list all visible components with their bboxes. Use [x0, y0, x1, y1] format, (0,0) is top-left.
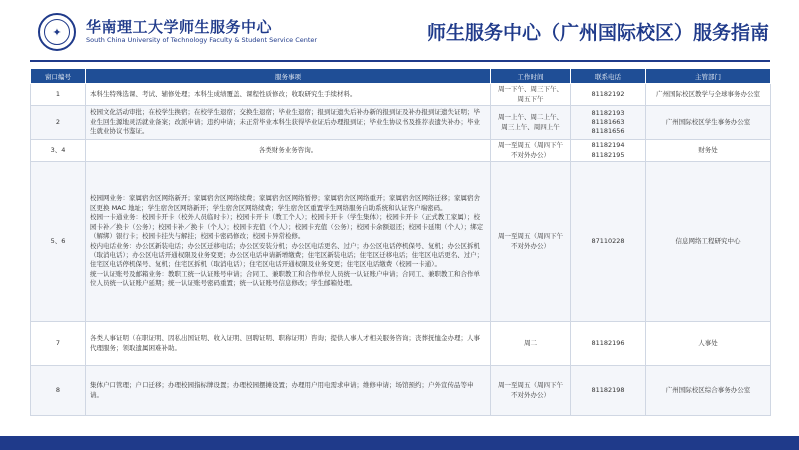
window-number: 8 — [31, 366, 86, 416]
service-items: 校园文化活动审批；在校学生换宿；在校学生退宿；交换生退宿；毕业生退宿；报到证遗失后补办新的报到证及补办报到证遗失证明；毕业生回生源地灵活就业备案；改派申请；违约申请；未正常毕业本科生获得毕业证后办理报到证；毕业生协议书及推荐表遗失补办；毕业生就业协议书鉴证。 — [86, 106, 491, 140]
col-header-hours: 工作时间 — [491, 69, 571, 84]
department: 广州国际校区教学与全球事务办公室 — [646, 84, 771, 106]
service-items — [86, 162, 491, 322]
contact-phone: 87110228 — [571, 162, 646, 322]
window-number: 1 — [31, 84, 86, 106]
work-hours: 周一下午、周三下午、周五下午 — [491, 84, 571, 106]
work-hours: 周一至周五（周四下午不对外办公） — [491, 140, 571, 162]
org-name-en: South China University of Technology Faculty & Student Service Center — [86, 36, 318, 44]
table-header-row — [31, 69, 771, 84]
window-number: 5、6 — [31, 162, 86, 322]
col-header-phone: 联系电话 — [571, 69, 646, 84]
page-title: 师生服务中心（广州国际校区）服务指南 — [426, 22, 769, 44]
department: 广州国际校区学生事务办公室 — [646, 106, 771, 140]
department: 广州国际校区综合事务办公室 — [646, 366, 771, 416]
university-seal-icon: ✦ — [38, 13, 76, 51]
service-group-campus-network: 校园网业务：家属宿舍区网络新开；家属宿舍区网络续费；家属宿舍区网络暂停；家属宿舍区网络重开；家属宿舍区网络迁移；家属宿舍区更换 MAC 地址；学生宿舍区网络新开；学生宿舍区网络续费；学生宿舍区重置学生网络服务自助系统和认证客户端密码。 — [90, 194, 480, 212]
header-divider — [30, 60, 770, 62]
service-group-unified-account: 统一认证账号及邮箱业务：教职工统一认证账号申请；合同工、兼职教工和合作单位人员统一认证账户申请；合同工、兼职教工和合作单位人员统一认证账户延期；统一认证账号密码重置；统一认证账号信息修改；学生邮箱处理。 — [90, 269, 480, 288]
table-row — [31, 366, 771, 416]
table-row — [31, 322, 771, 366]
contact-phone: 81182196 — [571, 322, 646, 366]
table-row — [31, 140, 771, 162]
col-header-dept: 主管部门 — [646, 69, 771, 84]
service-items: 各类人事证明（在职证明、因私出国证明、收入证明、回聘证明、职称证明）咨询；提供人事人才相关服务咨询；丧葬抚恤金办理；人事代理服务；领取遗属困难补助。 — [86, 322, 491, 366]
service-group-telephone: 校内电话业务：办公区新装电话；办公区迁移电话；办公区安装分机；办公区电话更名、过户；办公区电话停机保号、复机；办公区拆机（取消电话）；办公区电话开通权限及业务变更；办公区电话申请新增缴费；住宅区新装电话；住宅区迁移电话；住宅区电话更名、过户；住宅区电话停机保号、复机；住宅区拆机（取消电话）；住宅区电话开通权限及业务变更；住宅区电话缴费（校园一卡通）。 — [90, 241, 484, 269]
window-number: 3、4 — [31, 140, 86, 162]
table-row — [31, 106, 771, 140]
service-items: 本科生特殊选课、考试、辅修处理；本科生成绩覆盖、课程性质修改；收取研究生手续材料。 — [86, 84, 491, 106]
work-hours: 周一至周五（周四下午不对外办公） — [491, 162, 571, 322]
org-name-cn: 华南理工大学师生服务中心 — [86, 18, 273, 36]
work-hours: 周二 — [491, 322, 571, 366]
department: 人事处 — [646, 322, 771, 366]
window-number: 7 — [31, 322, 86, 366]
work-hours: 周一至周五（周四下午不对外办公） — [491, 366, 571, 416]
table-row — [31, 84, 771, 106]
work-hours: 周一上午、周二上午、周三上午、周四上午 — [491, 106, 571, 140]
contact-phone: 81182194 81182195 — [571, 140, 646, 162]
contact-phone: 81182193 81181663 81181656 — [571, 106, 646, 140]
footer-bar — [0, 436, 799, 450]
window-number: 2 — [31, 106, 86, 140]
service-items: 各类财务业务咨询。 — [86, 140, 491, 162]
contact-phone: 81182192 — [571, 84, 646, 106]
service-guide-table — [30, 68, 771, 416]
service-items: 集体户口管理；户口迁移；办理校园指标牌设置；办理校园摆摊设置；办理用户用电需求申请；维修申请；场馆预约；户外宣传品等申请。 — [86, 366, 491, 416]
contact-phone: 81182198 — [571, 366, 646, 416]
page-header — [0, 0, 799, 64]
department: 信息网络工程研究中心 — [646, 162, 771, 322]
table-row — [31, 162, 771, 322]
department: 财务处 — [646, 140, 771, 162]
service-group-campus-card: 校园一卡通业务：校园卡开卡（校外人员临时卡）；校园卡开卡（教工个人）；校园卡开卡（学生集体）；校园卡开卡（正式教工家属）；校园卡补／换卡（公务）；校园卡补／换卡（个人）；校园卡充值（个人）；校园卡充值（公务）；校园卡余额退还；校园卡延期（个人）；绑定（解绑）银行卡；校园卡挂失与解挂；校园卡密码修改；校园卡异常检修。 — [90, 213, 484, 241]
col-header-services: 服务事项 — [86, 69, 491, 84]
col-header-window: 窗口编号 — [31, 69, 86, 84]
